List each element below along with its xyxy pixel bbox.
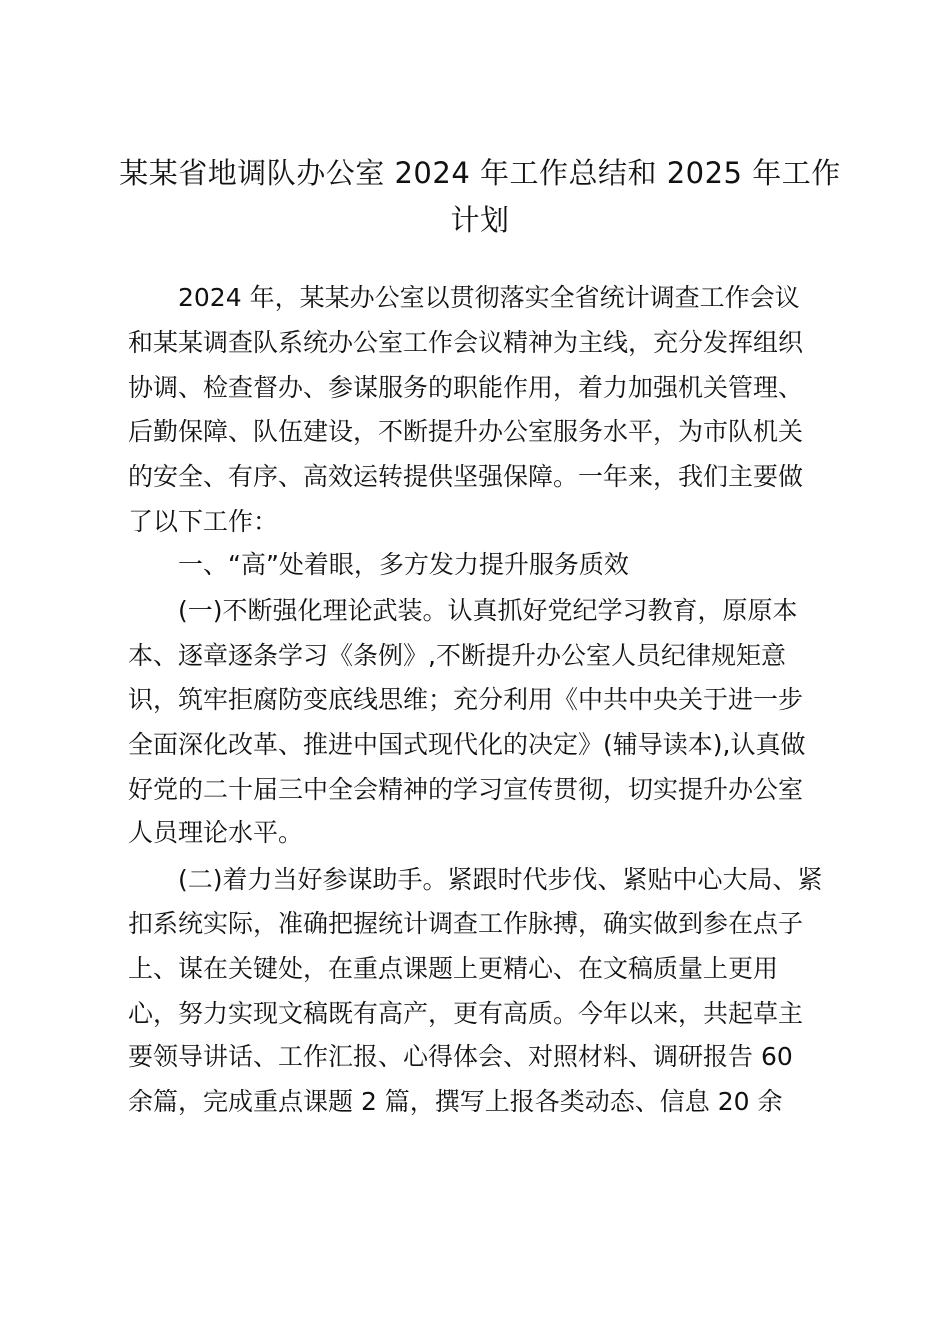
paragraph-line-5: 的安全、有序、高效运转提供坚强保障。一年来，我们主要做	[128, 462, 804, 491]
paragraph-line-15: 上、谋在关键处，在重点课题上更精心、在文稿质量上更用	[128, 954, 779, 983]
section-heading-1: 一、“高”处着眼，多方发力提升服务质效	[178, 550, 629, 579]
paragraph-line-6: 了以下工作：	[128, 507, 279, 536]
paragraph-line-18: 余篇，完成重点课题 2 篇，撰写上报各类动态、信息 20 余	[128, 1087, 783, 1116]
title-line-2: 计划	[450, 203, 510, 237]
paragraph-line-4: 后勤保障、队伍建设，不断提升办公室服务水平，为市队机关	[128, 417, 804, 446]
paragraph-line-9: 识，筑牢拒腐防变底线思维；充分利用《中共中央关于进一步	[128, 685, 804, 714]
paragraph-line-1: 2024 年，某某办公室以贯彻落实全省统计调查工作会议	[178, 283, 800, 312]
paragraph-line-7: (一)不断强化理论武装。认真抓好党纪学习教育，原原本	[178, 596, 798, 625]
paragraph-line-13: (二)着力当好参谋助手。紧跟时代步伐、紧贴中心大局、紧	[178, 865, 823, 894]
paragraph-line-14: 扣系统实际，准确把握统计调查工作脉搏，确实做到参在点子	[128, 909, 804, 938]
paragraph-line-16: 心，努力实现文稿既有高产，更有高质。今年以来，共起草主	[128, 999, 804, 1028]
paragraph-line-11: 好党的二十届三中全会精神的学习宣传贯彻，切实提升办公室	[128, 775, 804, 804]
paragraph-line-3: 协调、检查督办、参谋服务的职能作用，着力加强机关管理、	[128, 373, 804, 402]
paragraph-line-2: 和某某调查队系统办公室工作会议精神为主线，充分发挥组织	[128, 328, 804, 357]
paragraph-line-17: 要领导讲话、工作汇报、心得体会、对照材料、调研报告 60	[128, 1042, 793, 1071]
paragraph-line-8: 本、逐章逐条学习《条例》,不断提升办公室人员纪律规矩意	[128, 641, 786, 670]
paragraph-line-10: 全面深化改革、推进中国式现代化的决定》(辅导读本),认真做	[128, 730, 806, 759]
title-line-1: 某某省地调队办公室 2024 年工作总结和 2025 年工作	[119, 156, 841, 190]
paragraph-line-12: 人员理论水平。	[128, 818, 304, 847]
document-title	[110, 150, 850, 244]
